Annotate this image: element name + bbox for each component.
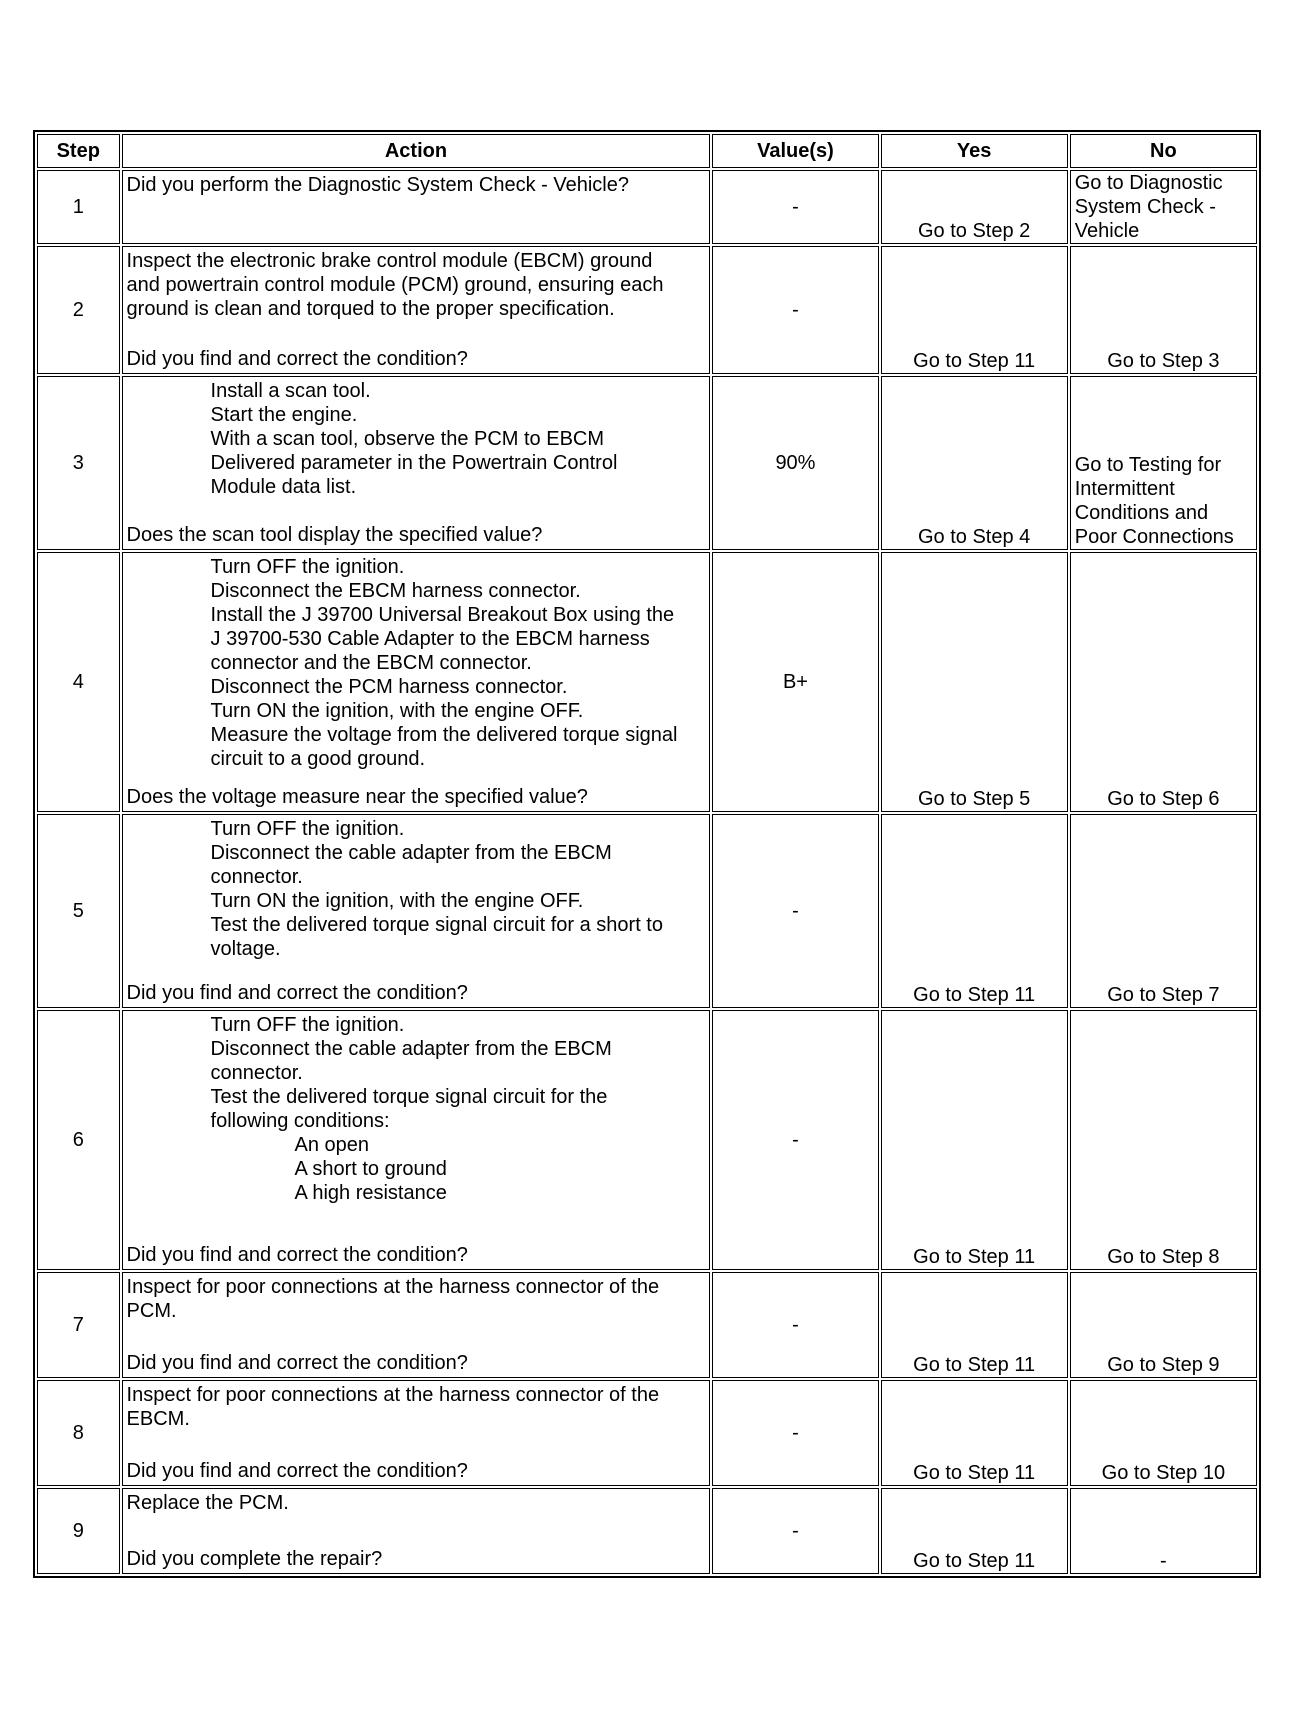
value-cell: - bbox=[712, 246, 878, 374]
action-content bbox=[123, 171, 710, 243]
action-line: Module data list. bbox=[210, 476, 357, 498]
header-row bbox=[37, 134, 1257, 168]
yes-cell: Go to Step 2 bbox=[881, 170, 1068, 244]
no-cell bbox=[1070, 1380, 1257, 1486]
table-row bbox=[37, 1010, 1257, 1270]
table-row bbox=[37, 1272, 1257, 1378]
yes-cell: Go to Step 11 bbox=[881, 1380, 1068, 1486]
step-number: 2 bbox=[37, 246, 120, 374]
yes-cell: Go to Step 5 bbox=[881, 552, 1068, 812]
action-line: A high resistance bbox=[294, 1182, 447, 1204]
action-line: voltage. bbox=[210, 938, 281, 960]
action-line: connector. bbox=[210, 1062, 303, 1084]
yes-cell: Go to Step 11 bbox=[881, 1010, 1068, 1270]
action-line: connector and the EBCM connector. bbox=[210, 652, 532, 674]
no-line: Go to Step 9 bbox=[1107, 1354, 1220, 1376]
action-line: and powertrain control module (PCM) ground, ensuring each bbox=[126, 274, 664, 296]
no-cell bbox=[1070, 1010, 1257, 1270]
yes-cell: Go to Step 11 bbox=[881, 246, 1068, 374]
action-cell bbox=[122, 1010, 711, 1270]
action-line: Inspect for poor connections at the harness connector of the bbox=[126, 1276, 660, 1298]
step-number: 9 bbox=[37, 1488, 120, 1574]
action-line: Did you perform the Diagnostic System Check - Vehicle? bbox=[126, 174, 629, 196]
action-line: Disconnect the cable adapter from the EBCM bbox=[210, 842, 612, 864]
no-line: Go to Step 8 bbox=[1107, 1246, 1220, 1268]
no-cell bbox=[1070, 552, 1257, 812]
action-question: Did you complete the repair? bbox=[126, 1548, 383, 1570]
action-line: circuit to a good ground. bbox=[210, 748, 426, 770]
table-row bbox=[37, 376, 1257, 550]
action-line: Disconnect the EBCM harness connector. bbox=[210, 580, 581, 602]
header-values: Value(s) bbox=[712, 134, 878, 168]
action-content bbox=[123, 815, 710, 1007]
step-number: 7 bbox=[37, 1272, 120, 1378]
step-number: 5 bbox=[37, 814, 120, 1008]
action-instructions bbox=[127, 1013, 706, 1205]
action-instructions bbox=[127, 379, 706, 499]
action-content bbox=[123, 1273, 710, 1377]
action-line: Turn OFF the ignition. bbox=[210, 818, 405, 840]
action-content bbox=[123, 1489, 710, 1573]
action-question: Did you find and correct the condition? bbox=[126, 982, 468, 1004]
action-line: Turn ON the ignition, with the engine OFF. bbox=[210, 890, 584, 912]
action-line: following conditions: bbox=[210, 1110, 390, 1132]
value-cell: - bbox=[712, 1488, 878, 1574]
no-line: Conditions and bbox=[1074, 502, 1209, 524]
no-line: Go to Step 7 bbox=[1107, 984, 1220, 1006]
yes-cell: Go to Step 11 bbox=[881, 814, 1068, 1008]
action-line: An open bbox=[294, 1134, 370, 1156]
action-line: Install the J 39700 Universal Breakout Box using the bbox=[210, 604, 675, 626]
action-question: Did you find and correct the condition? bbox=[126, 1244, 468, 1266]
action-question: Did you find and correct the condition? bbox=[126, 1460, 468, 1482]
action-cell bbox=[122, 552, 711, 812]
action-content bbox=[123, 553, 710, 811]
action-cell bbox=[122, 1272, 711, 1378]
action-cell bbox=[122, 1380, 711, 1486]
action-instructions bbox=[127, 249, 706, 321]
value-cell: B+ bbox=[712, 552, 878, 812]
header-yes: Yes bbox=[881, 134, 1068, 168]
no-cell bbox=[1070, 246, 1257, 374]
action-question: Did you find and correct the condition? bbox=[126, 1352, 468, 1374]
action-instructions bbox=[127, 1491, 706, 1515]
no-cell bbox=[1070, 814, 1257, 1008]
no-cell bbox=[1070, 170, 1257, 244]
action-content bbox=[123, 377, 710, 549]
no-line: Go to Diagnostic bbox=[1074, 172, 1223, 194]
action-line: Turn OFF the ignition. bbox=[210, 1014, 405, 1036]
no-line: Poor Connections bbox=[1074, 526, 1234, 548]
action-instructions bbox=[127, 1275, 706, 1323]
value-cell: - bbox=[712, 814, 878, 1008]
action-question: Does the scan tool display the specified value? bbox=[126, 524, 543, 546]
action-cell bbox=[122, 246, 711, 374]
no-line: Intermittent bbox=[1074, 478, 1175, 500]
table-row bbox=[37, 170, 1257, 244]
action-line: Test the delivered torque signal circuit for a short to bbox=[210, 914, 663, 936]
action-cell bbox=[122, 170, 711, 244]
action-content bbox=[123, 247, 710, 373]
action-cell bbox=[122, 376, 711, 550]
action-instructions bbox=[127, 1383, 706, 1431]
step-number: 4 bbox=[37, 552, 120, 812]
table-row bbox=[37, 814, 1257, 1008]
action-question: Did you find and correct the condition? bbox=[126, 348, 468, 370]
action-line: Measure the voltage from the delivered torque signal bbox=[210, 724, 678, 746]
no-line: Go to Step 10 bbox=[1101, 1462, 1226, 1484]
no-line: System Check - bbox=[1074, 196, 1216, 218]
action-line: Inspect the electronic brake control module (EBCM) ground bbox=[126, 250, 653, 272]
value-cell: - bbox=[712, 1380, 878, 1486]
action-line: Test the delivered torque signal circuit for the bbox=[210, 1086, 608, 1108]
header-step: Step bbox=[37, 134, 120, 168]
step-number: 1 bbox=[37, 170, 120, 244]
action-line: PCM. bbox=[126, 1300, 177, 1322]
action-instructions bbox=[127, 173, 706, 197]
step-number: 8 bbox=[37, 1380, 120, 1486]
action-line: EBCM. bbox=[126, 1408, 190, 1430]
header-action: Action bbox=[122, 134, 711, 168]
value-cell: 90% bbox=[712, 376, 878, 550]
table-body bbox=[37, 170, 1257, 1574]
action-cell bbox=[122, 814, 711, 1008]
action-content bbox=[123, 1381, 710, 1485]
yes-cell: Go to Step 11 bbox=[881, 1488, 1068, 1574]
action-question: Does the voltage measure near the specified value? bbox=[126, 786, 588, 808]
value-cell: - bbox=[712, 170, 878, 244]
no-line: Go to Step 3 bbox=[1107, 350, 1220, 372]
no-line: Go to Testing for bbox=[1074, 454, 1222, 476]
action-line: Disconnect the PCM harness connector. bbox=[210, 676, 568, 698]
step-number: 6 bbox=[37, 1010, 120, 1270]
action-instructions bbox=[127, 817, 706, 961]
action-line: A short to ground bbox=[294, 1158, 447, 1180]
action-line: Turn ON the ignition, with the engine OFF. bbox=[210, 700, 584, 722]
no-line: - bbox=[1160, 1550, 1167, 1572]
action-line: Delivered parameter in the Powertrain Control bbox=[210, 452, 618, 474]
action-line: Disconnect the cable adapter from the EBCM bbox=[210, 1038, 612, 1060]
action-content bbox=[123, 1011, 710, 1269]
yes-cell: Go to Step 4 bbox=[881, 376, 1068, 550]
no-cell bbox=[1070, 1488, 1257, 1574]
action-line: Install a scan tool. bbox=[210, 380, 371, 402]
action-cell bbox=[122, 1488, 711, 1574]
step-number: 3 bbox=[37, 376, 120, 550]
action-line: ground is clean and torqued to the proper specification. bbox=[126, 298, 615, 320]
action-instructions bbox=[127, 555, 706, 771]
value-cell: - bbox=[712, 1010, 878, 1270]
table-row bbox=[37, 246, 1257, 374]
action-line: Replace the PCM. bbox=[126, 1492, 289, 1514]
table-row bbox=[37, 1380, 1257, 1486]
no-cell bbox=[1070, 376, 1257, 550]
diagnostic-table bbox=[33, 130, 1261, 1578]
yes-cell: Go to Step 11 bbox=[881, 1272, 1068, 1378]
action-line: Inspect for poor connections at the harness connector of the bbox=[126, 1384, 660, 1406]
action-line: J 39700-530 Cable Adapter to the EBCM harness bbox=[210, 628, 650, 650]
value-cell: - bbox=[712, 1272, 878, 1378]
no-line: Go to Step 6 bbox=[1107, 788, 1220, 810]
action-line: Start the engine. bbox=[210, 404, 358, 426]
action-line: connector. bbox=[210, 866, 303, 888]
action-line: With a scan tool, observe the PCM to EBCM bbox=[210, 428, 605, 450]
no-line: Vehicle bbox=[1074, 220, 1140, 242]
action-line: Turn OFF the ignition. bbox=[210, 556, 405, 578]
table-row bbox=[37, 1488, 1257, 1574]
header-no: No bbox=[1070, 134, 1257, 168]
no-cell bbox=[1070, 1272, 1257, 1378]
table-row bbox=[37, 552, 1257, 812]
